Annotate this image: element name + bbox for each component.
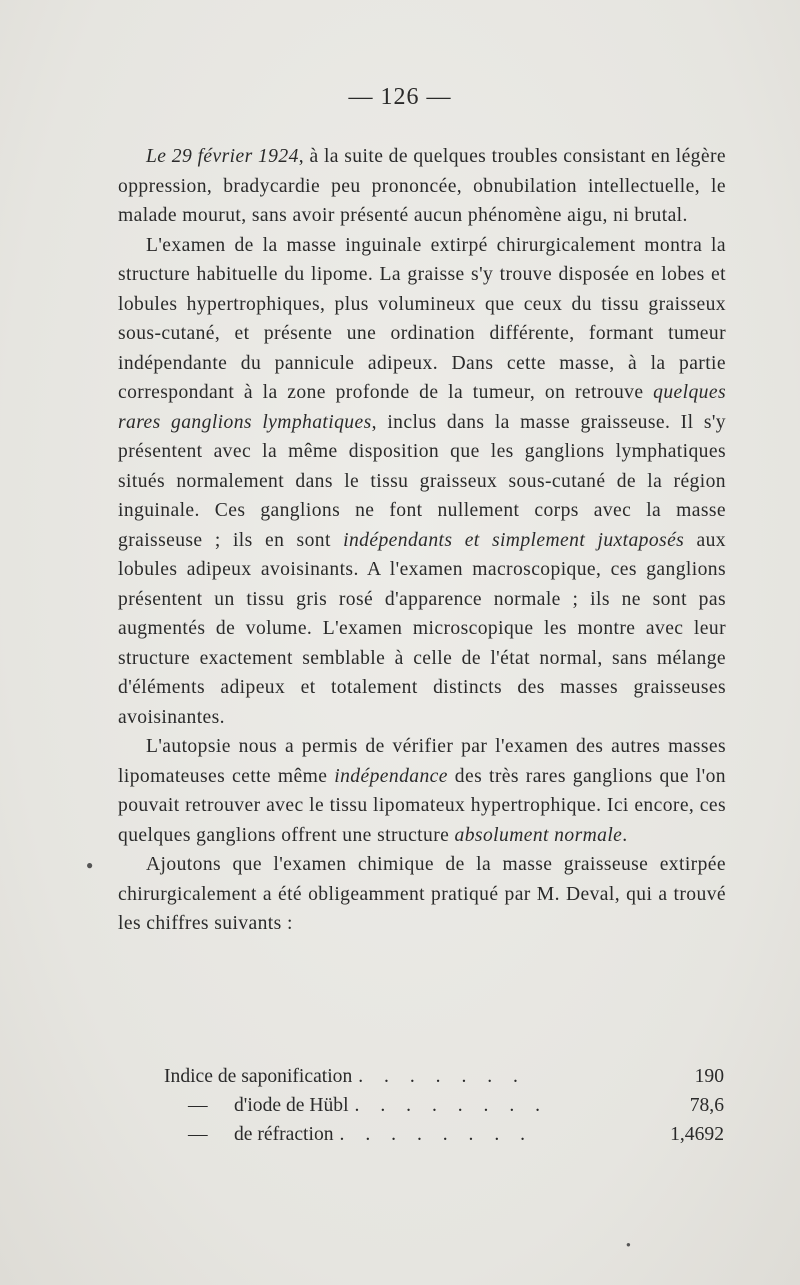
ditto-dash: —	[188, 1124, 208, 1145]
ink-speck: ●	[626, 1240, 631, 1249]
index-value: 78,6	[689, 1095, 724, 1116]
index-label: d'iode de Hübl	[234, 1095, 349, 1116]
index-row	[164, 1062, 724, 1091]
paragraph-text: .	[622, 824, 628, 846]
paragraph-text: L'autopsie nous a permis de vérifier par l'examen des autres masses lipomateuses cette même	[118, 736, 726, 787]
dot-leader: . . . . . . . .	[339, 1124, 534, 1145]
italic-phrase: indépendance	[334, 765, 448, 787]
paragraph-text: L'examen de la masse inguinale extirpé chirurgicalement montra la structure habituelle du lipome. La graisse s'y trouve disposée en lobes et lobules hypertrophiques, plus volumineux que ceux du tissu graisseux sous-cutané, et présente une ordination différente, formant tumeur indépendante du pannicule adipeux. Dans cette masse, à la partie correspondant à la zone profonde de la tumeur, on retrouve	[118, 234, 726, 403]
italic-phrase: quelques rares ganglions lymphatiques	[118, 382, 726, 433]
index-value: 190	[694, 1066, 724, 1087]
indices-table	[164, 1062, 724, 1149]
ink-speck: ●	[86, 858, 94, 872]
paragraph-death	[118, 142, 726, 231]
paragraph-text: , inclus dans la masse graisseuse. Il s'y présentent avec la même disposition que les ganglions lymphatiques situés normalement dans le tissu graisseux sous-cutané de la région inguinale. Ces ganglions ne font nullement corps avec la masse graisseuse ; ils en sont	[118, 411, 726, 551]
page-number: — 126 —	[348, 84, 452, 110]
italic-phrase: indépendants et simplement juxtaposés	[343, 529, 685, 551]
paragraph-autopsy	[118, 732, 726, 850]
italic-phrase: absolument normale	[454, 824, 623, 846]
index-row	[164, 1091, 724, 1120]
index-row	[164, 1120, 724, 1149]
body-text	[118, 142, 726, 939]
dot-leader: . . . . . . .	[358, 1066, 526, 1087]
paragraph-examination	[118, 231, 726, 733]
paragraph-text: , à la suite de quelques troubles consistant en légère oppression, bradycardie peu prononcée, obnubilation intellectuelle, le malade mourut, sans avoir présenté aucun phénomène aigu, ni brutal.	[118, 146, 726, 226]
paragraph-chemical	[118, 850, 726, 939]
paragraph-text: aux lobules adipeux avoisinants. A l'examen macroscopique, ces ganglions présentent un tissu gris rosé d'apparence normale ; ils ne sont pas augmentés de volume. L'examen microscopique les montre avec leur structure exactement semblable à celle de l'état normal, sans mélange d'éléments adipeux et totalement distincts des masses graisseuses avoisinantes.	[118, 529, 726, 728]
index-label: Indice de saponification	[164, 1066, 353, 1087]
dot-leader: . . . . . . . .	[354, 1095, 549, 1116]
index-value: 1,4692	[670, 1124, 724, 1145]
ditto-dash: —	[188, 1095, 208, 1116]
index-label: de réfraction	[234, 1124, 334, 1145]
paragraph-text: Ajoutons que l'examen chimique de la masse graisseuse extirpée chirurgicalement a été obligeamment pratiqué par M. Deval, qui a trouvé les chiffres suivants :	[118, 854, 726, 934]
date-text: Le 29 février 1924	[146, 146, 299, 167]
paragraph-text: des très rares ganglions que l'on pouvait retrouver avec le tissu lipomateux hypertrophique. Ici encore, ces quelques ganglions offrent une structure	[118, 765, 726, 846]
